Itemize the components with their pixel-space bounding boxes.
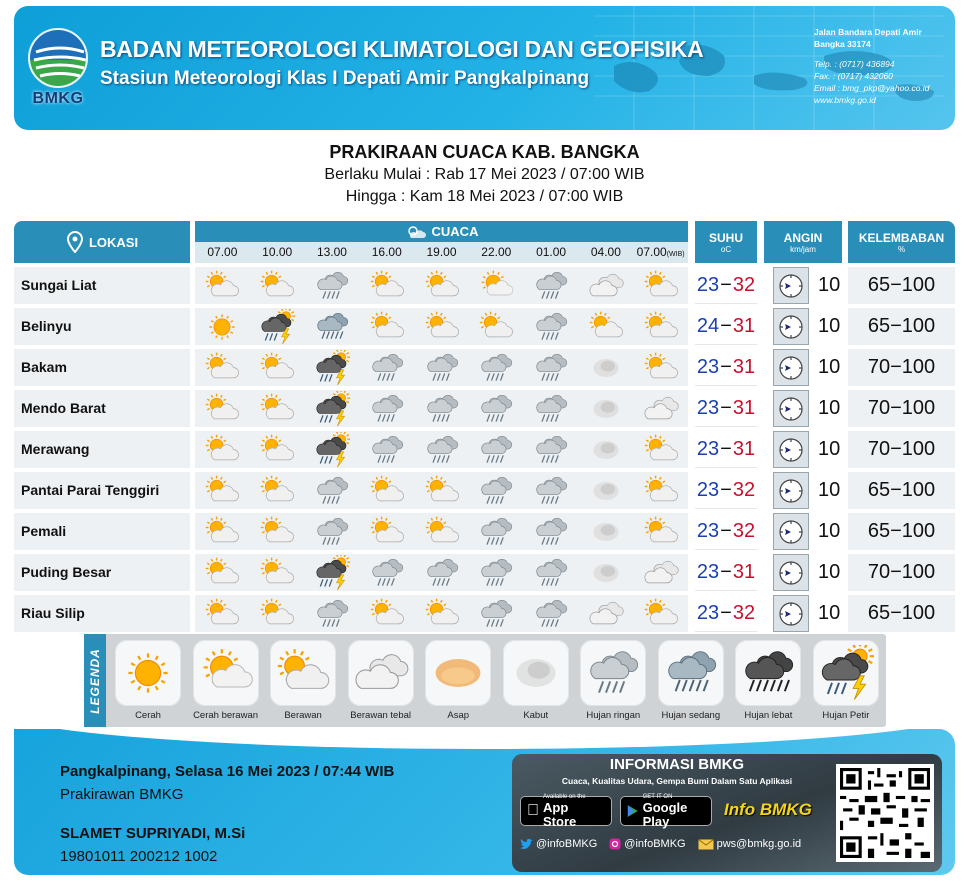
weather-berawan-icon bbox=[633, 267, 688, 304]
legend-item bbox=[112, 640, 184, 724]
contact-block bbox=[814, 26, 954, 106]
temperature-range: 23 − 31 bbox=[695, 554, 757, 591]
wind-direction-compass-icon bbox=[773, 390, 809, 427]
temperature-min: 23 bbox=[696, 355, 720, 378]
location-pin-icon bbox=[66, 231, 84, 253]
weather-ringan-icon bbox=[524, 308, 579, 345]
website: www.bmkg.go.id bbox=[814, 95, 876, 105]
weather-kabut-icon bbox=[578, 390, 633, 427]
weather-berawan-icon bbox=[195, 349, 250, 386]
legend-cerah-icon bbox=[115, 640, 181, 706]
table-row bbox=[14, 431, 955, 468]
humidity-range: 65−100 bbox=[848, 513, 955, 550]
wind-direction-compass-icon bbox=[773, 431, 809, 468]
wind-speed: 10 bbox=[818, 315, 841, 337]
weather-berawan-icon bbox=[359, 308, 414, 345]
wind-speed: 10 bbox=[818, 479, 841, 501]
temperature-min: 23 bbox=[696, 273, 720, 296]
legend-item bbox=[810, 640, 882, 724]
weather-ringan-icon bbox=[414, 554, 469, 591]
temperature-min: 23 bbox=[696, 437, 720, 460]
temperature-max: 31 bbox=[732, 560, 756, 583]
weather-berawan-icon bbox=[250, 472, 305, 509]
weather-berawan-icon bbox=[250, 349, 305, 386]
header-angin bbox=[764, 221, 842, 263]
header-cuaca bbox=[195, 221, 688, 242]
temperature-max: 31 bbox=[732, 437, 756, 460]
weather-cells bbox=[195, 267, 688, 304]
header-kelembaban bbox=[848, 221, 955, 263]
envelope-icon bbox=[698, 839, 714, 850]
humidity-range: 70−100 bbox=[848, 554, 955, 591]
time-column-label: 10.00 bbox=[262, 245, 293, 259]
instagram-link[interactable] bbox=[609, 838, 685, 850]
weather-ringan-icon bbox=[469, 349, 524, 386]
google-play-big: Google Play bbox=[642, 799, 688, 829]
location-name: Belinyu bbox=[14, 308, 190, 345]
temperature-max: 32 bbox=[732, 273, 756, 296]
table-row bbox=[14, 595, 955, 632]
temperature-range: 23 − 31 bbox=[695, 431, 757, 468]
temperature-range: 23 − 31 bbox=[695, 390, 757, 427]
wind-speed: 10 bbox=[818, 274, 841, 296]
legend-items bbox=[112, 640, 882, 724]
weather-berawan-icon bbox=[633, 513, 688, 550]
header-suhu-unit: oC bbox=[720, 244, 732, 254]
valid-until: Hingga : Kam 18 Mei 2023 / 07:00 WIB bbox=[345, 188, 624, 205]
table-row bbox=[14, 308, 955, 345]
info-subtitle: Cuaca, Kualitas Udara, Gempa Bumi Dalam Satu Aplikasi bbox=[561, 776, 793, 786]
address-line-2: Bangka 33174 bbox=[814, 39, 871, 49]
header-lokasi bbox=[14, 221, 190, 263]
issued-datetime: Pangkalpinang, Selasa 16 Mei 2023 / 07:44 WIB bbox=[60, 763, 395, 780]
wind-direction-compass-icon bbox=[773, 554, 809, 591]
weather-berawan-icon bbox=[250, 513, 305, 550]
temperature-max: 31 bbox=[732, 355, 756, 378]
header-angin-label: ANGIN bbox=[783, 230, 823, 245]
legend-caption: Asap bbox=[447, 710, 470, 721]
location-name: Merawang bbox=[14, 431, 190, 468]
weather-ringan-icon bbox=[469, 472, 524, 509]
google-play-small: GET IT ON bbox=[642, 793, 673, 800]
time-column-label: 07.00(WIB) bbox=[636, 245, 685, 259]
header-kelembaban-unit: % bbox=[897, 244, 906, 254]
qr-code[interactable] bbox=[836, 764, 934, 862]
weather-berawan-icon bbox=[195, 513, 250, 550]
legend-cerahberawan-icon bbox=[193, 640, 259, 706]
time-column-label: 19.00 bbox=[426, 245, 457, 259]
temperature-range: 23 − 32 bbox=[695, 513, 757, 550]
header-cuaca-label: CUACA bbox=[431, 224, 479, 239]
instagram-handle: @infoBMKG bbox=[624, 838, 686, 850]
weather-berawan-icon bbox=[359, 472, 414, 509]
forecaster-name: SLAMET SUPRIYADI, M.Si bbox=[60, 825, 246, 842]
location-name: Puding Besar bbox=[14, 554, 190, 591]
humidity-range: 65−100 bbox=[848, 267, 955, 304]
weather-kabut-icon bbox=[578, 554, 633, 591]
humidity-range: 70−100 bbox=[848, 431, 955, 468]
wind bbox=[764, 431, 842, 468]
table-row bbox=[14, 390, 955, 427]
legend-caption: Hujan ringan bbox=[586, 710, 641, 721]
info-bmkg-app-name: Info BMKG bbox=[724, 800, 812, 819]
weather-ringan-icon bbox=[524, 472, 579, 509]
weather-ringan-icon bbox=[359, 390, 414, 427]
weather-berawan-icon bbox=[633, 308, 688, 345]
temperature-max: 32 bbox=[732, 519, 756, 542]
header-banner bbox=[14, 6, 955, 130]
wind bbox=[764, 267, 842, 304]
location-name: Pantai Parai Tenggiri bbox=[14, 472, 190, 509]
temperature-min: 23 bbox=[696, 519, 720, 542]
weather-cells bbox=[195, 472, 688, 509]
legend-item bbox=[190, 640, 262, 724]
wind-direction-compass-icon bbox=[773, 472, 809, 509]
weather-ringan-icon bbox=[359, 349, 414, 386]
weather-ringan-icon bbox=[305, 267, 360, 304]
time-columns bbox=[195, 242, 688, 263]
weather-berawan-icon bbox=[633, 472, 688, 509]
legend-caption: Berawan bbox=[284, 710, 322, 721]
legend-item bbox=[500, 640, 572, 724]
weather-cells bbox=[195, 513, 688, 550]
weather-berawan-tebal-icon bbox=[578, 267, 633, 304]
temperature-min: 23 bbox=[696, 396, 720, 419]
wind bbox=[764, 595, 842, 632]
forecast-title: PRAKIRAAN CUACA KAB. BANGKA bbox=[329, 142, 640, 162]
forecaster-nip: 19801011 200212 1002 bbox=[60, 848, 218, 865]
google-play-icon bbox=[627, 803, 639, 819]
valid-from: Berlaku Mulai : Rab 17 Mei 2023 / 07:00 WIB bbox=[324, 166, 645, 183]
wind-speed: 10 bbox=[818, 520, 841, 542]
bmkg-logo bbox=[26, 28, 90, 112]
temperature-min: 24 bbox=[696, 314, 720, 337]
weather-berawan-icon bbox=[250, 267, 305, 304]
weather-sedang-icon bbox=[305, 308, 360, 345]
time-column-label: 16.00 bbox=[371, 245, 402, 259]
weather-berawan-icon bbox=[414, 595, 469, 632]
weather-berawan-icon bbox=[195, 267, 250, 304]
app-store-big: App Store bbox=[531, 806, 594, 822]
header-lokasi-label: LOKASI bbox=[88, 234, 139, 250]
bmkg-logo-emblem bbox=[28, 28, 88, 88]
legend-petir-icon bbox=[813, 640, 879, 706]
legend-caption: Kabut bbox=[523, 710, 549, 721]
twitter-handle: @infoBMKG bbox=[536, 838, 598, 850]
table-row bbox=[14, 267, 955, 304]
table-row bbox=[14, 349, 955, 386]
wind-speed: 10 bbox=[818, 561, 841, 583]
temperature-min: 23 bbox=[696, 560, 720, 583]
weather-berawan-icon bbox=[578, 308, 633, 345]
weather-berawan-icon bbox=[195, 554, 250, 591]
apple-icon bbox=[527, 802, 539, 820]
header-suhu bbox=[695, 221, 757, 263]
legend-caption: Hujan lebat bbox=[744, 710, 793, 721]
weather-ringan-icon bbox=[524, 390, 579, 427]
weather-berawan-icon bbox=[414, 308, 469, 345]
legend-berawan-icon bbox=[270, 640, 336, 706]
header-angin-unit: km/jam bbox=[790, 244, 816, 254]
legend-caption: Cerah bbox=[135, 710, 161, 721]
weather-berawan-tebal-icon bbox=[633, 390, 688, 427]
legend-item bbox=[655, 640, 727, 724]
weather-kabut-icon bbox=[578, 472, 633, 509]
legend-caption: Hujan Petir bbox=[822, 710, 870, 721]
location-name: Riau Silip bbox=[14, 595, 190, 632]
weather-berawan-tebal-icon bbox=[633, 554, 688, 591]
weather-ringan-icon bbox=[414, 431, 469, 468]
wind bbox=[764, 390, 842, 427]
fax: Fax. : (0717) 432060 bbox=[814, 71, 893, 81]
weather-ringan-icon bbox=[524, 349, 579, 386]
wind bbox=[764, 554, 842, 591]
wind-speed: 10 bbox=[818, 438, 841, 460]
wind bbox=[764, 349, 842, 386]
weather-berawan-icon bbox=[414, 513, 469, 550]
weather-ringan-icon bbox=[359, 554, 414, 591]
wind bbox=[764, 308, 842, 345]
location-name: Sungai Liat bbox=[14, 267, 190, 304]
email-link[interactable] bbox=[698, 838, 802, 850]
humidity-range: 65−100 bbox=[848, 472, 955, 509]
temperature-min: 23 bbox=[696, 601, 720, 624]
weather-ringan-icon bbox=[414, 349, 469, 386]
legend-caption: Hujan sedang bbox=[661, 710, 721, 721]
weather-ringan-icon bbox=[469, 595, 524, 632]
address-line-1: Jalan Bandara Depati Amir bbox=[814, 27, 922, 37]
time-column-label: 01.00 bbox=[536, 245, 567, 259]
weather-cells bbox=[195, 431, 688, 468]
weather-berawan-icon bbox=[414, 267, 469, 304]
temperature-min: 23 bbox=[696, 478, 720, 501]
weather-petir-icon bbox=[305, 390, 360, 427]
weather-berawan-icon bbox=[250, 390, 305, 427]
temperature-max: 32 bbox=[732, 478, 756, 501]
weather-petir-icon bbox=[305, 554, 360, 591]
weather-cells bbox=[195, 554, 688, 591]
weather-berawan-tebal-icon bbox=[578, 595, 633, 632]
weather-berawan-icon bbox=[250, 554, 305, 591]
app-store-badge[interactable] bbox=[520, 796, 612, 826]
email: Email : bmg_pkp@yahoo.co.id bbox=[814, 83, 930, 93]
legend-label: LEGENDA bbox=[84, 634, 106, 727]
temperature-range: 23 − 32 bbox=[695, 472, 757, 509]
legend-item bbox=[577, 640, 649, 724]
sun-cloud-icon bbox=[405, 224, 427, 240]
table-row bbox=[14, 513, 955, 550]
legend-caption: Berawan tebal bbox=[350, 710, 411, 721]
weather-ringan-icon bbox=[414, 390, 469, 427]
wind-direction-compass-icon bbox=[773, 595, 809, 632]
temperature-range: 23 − 31 bbox=[695, 349, 757, 386]
wind-direction-compass-icon bbox=[773, 267, 809, 304]
weather-ringan-icon bbox=[469, 513, 524, 550]
temperature-max: 32 bbox=[732, 601, 756, 624]
legend-lebat-icon bbox=[735, 640, 801, 706]
instagram-icon bbox=[609, 838, 621, 850]
google-play-badge[interactable] bbox=[620, 793, 712, 829]
weather-ringan-icon bbox=[359, 431, 414, 468]
weather-kabut-icon bbox=[578, 513, 633, 550]
weather-cells bbox=[195, 390, 688, 427]
weather-berawan-icon bbox=[195, 472, 250, 509]
legend-ringan-icon bbox=[580, 640, 646, 706]
location-name: Mendo Barat bbox=[14, 390, 190, 427]
table-row bbox=[14, 554, 955, 591]
weather-ringan-icon bbox=[305, 513, 360, 550]
legend-caption: Cerah berawan bbox=[193, 710, 259, 721]
telp: Telp. : (0717) 436894 bbox=[814, 59, 895, 69]
location-name: Bakam bbox=[14, 349, 190, 386]
temperature-max: 31 bbox=[732, 314, 756, 337]
weather-berawan-icon bbox=[414, 472, 469, 509]
wind-speed: 10 bbox=[818, 397, 841, 419]
social-links bbox=[520, 838, 801, 850]
weather-ringan-icon bbox=[524, 267, 579, 304]
temperature-range: 24 − 31 bbox=[695, 308, 757, 345]
forecaster-role: Prakirawan BMKG bbox=[60, 786, 184, 803]
legend-berawan-tebal-icon bbox=[348, 640, 414, 706]
legend-item bbox=[732, 640, 804, 724]
time-column-label: 22.00 bbox=[481, 245, 512, 259]
time-column-label: 07.00 bbox=[207, 245, 238, 259]
info-title: INFORMASI BMKG bbox=[609, 756, 745, 773]
weather-petir-icon bbox=[305, 349, 360, 386]
humidity-range: 70−100 bbox=[848, 390, 955, 427]
weather-berawan-icon bbox=[469, 308, 524, 345]
temperature-range: 23 − 32 bbox=[695, 267, 757, 304]
twitter-link[interactable] bbox=[520, 838, 597, 850]
weather-berawan-icon bbox=[633, 349, 688, 386]
weather-cerahberawan-icon bbox=[469, 267, 524, 304]
weather-ringan-icon bbox=[524, 554, 579, 591]
humidity-range: 70−100 bbox=[848, 349, 955, 386]
station-name: Stasiun Meteorologi Klas I Depati Amir Pangkalpinang bbox=[100, 68, 590, 89]
wind-speed: 10 bbox=[818, 356, 841, 378]
table-row bbox=[14, 472, 955, 509]
weather-berawan-icon bbox=[195, 595, 250, 632]
weather-cerah-icon bbox=[195, 308, 250, 345]
weather-petir-icon bbox=[305, 431, 360, 468]
weather-berawan-icon bbox=[633, 431, 688, 468]
humidity-range: 65−100 bbox=[848, 595, 955, 632]
twitter-icon bbox=[520, 839, 533, 850]
organization-name: BADAN METEOROLOGI KLIMATOLOGI DAN GEOFISIKA bbox=[100, 36, 704, 62]
legend-sedang-icon bbox=[658, 640, 724, 706]
weather-petir-icon bbox=[250, 308, 305, 345]
weather-cells bbox=[195, 349, 688, 386]
temperature-max: 31 bbox=[732, 396, 756, 419]
info-bmkg-panel bbox=[512, 754, 942, 872]
wind-speed: 10 bbox=[818, 602, 841, 624]
weather-berawan-icon bbox=[359, 513, 414, 550]
weather-kabut-icon bbox=[578, 349, 633, 386]
weather-kabut-icon bbox=[578, 431, 633, 468]
weather-cells bbox=[195, 308, 688, 345]
weather-ringan-icon bbox=[305, 472, 360, 509]
app-store-small: Available on the bbox=[531, 800, 574, 807]
logo-text: BMKG bbox=[32, 90, 84, 107]
legend-item bbox=[267, 640, 339, 724]
legend-asap-icon bbox=[425, 640, 491, 706]
weather-berawan-icon bbox=[250, 431, 305, 468]
weather-berawan-icon bbox=[359, 267, 414, 304]
weather-berawan-icon bbox=[250, 595, 305, 632]
location-name: Pemali bbox=[14, 513, 190, 550]
weather-berawan-icon bbox=[359, 595, 414, 632]
wind-direction-compass-icon bbox=[773, 308, 809, 345]
temperature-range: 23 − 32 bbox=[695, 595, 757, 632]
weather-ringan-icon bbox=[469, 390, 524, 427]
weather-berawan-icon bbox=[195, 431, 250, 468]
header-kelembaban-label: KELEMBABAN bbox=[858, 230, 945, 245]
legend-item bbox=[345, 640, 417, 724]
weather-berawan-icon bbox=[633, 595, 688, 632]
legend-item bbox=[422, 640, 494, 724]
time-column-label: 13.00 bbox=[316, 245, 347, 259]
weather-cells bbox=[195, 595, 688, 632]
qr-code-graphic bbox=[840, 768, 930, 858]
time-suffix: (WIB) bbox=[666, 251, 685, 258]
legend-kabut-icon bbox=[503, 640, 569, 706]
weather-ringan-icon bbox=[524, 431, 579, 468]
wind-direction-compass-icon bbox=[773, 349, 809, 386]
wind bbox=[764, 472, 842, 509]
wind bbox=[764, 513, 842, 550]
header-suhu-label: SUHU bbox=[708, 230, 743, 245]
email-address: pws@bmkg.go.id bbox=[716, 838, 802, 850]
weather-ringan-icon bbox=[469, 431, 524, 468]
weather-ringan-icon bbox=[524, 513, 579, 550]
weather-berawan-icon bbox=[195, 390, 250, 427]
weather-ringan-icon bbox=[524, 595, 579, 632]
weather-ringan-icon bbox=[305, 595, 360, 632]
humidity-range: 65−100 bbox=[848, 308, 955, 345]
time-column-label: 04.00 bbox=[590, 245, 621, 259]
wind-direction-compass-icon bbox=[773, 513, 809, 550]
weather-ringan-icon bbox=[469, 554, 524, 591]
